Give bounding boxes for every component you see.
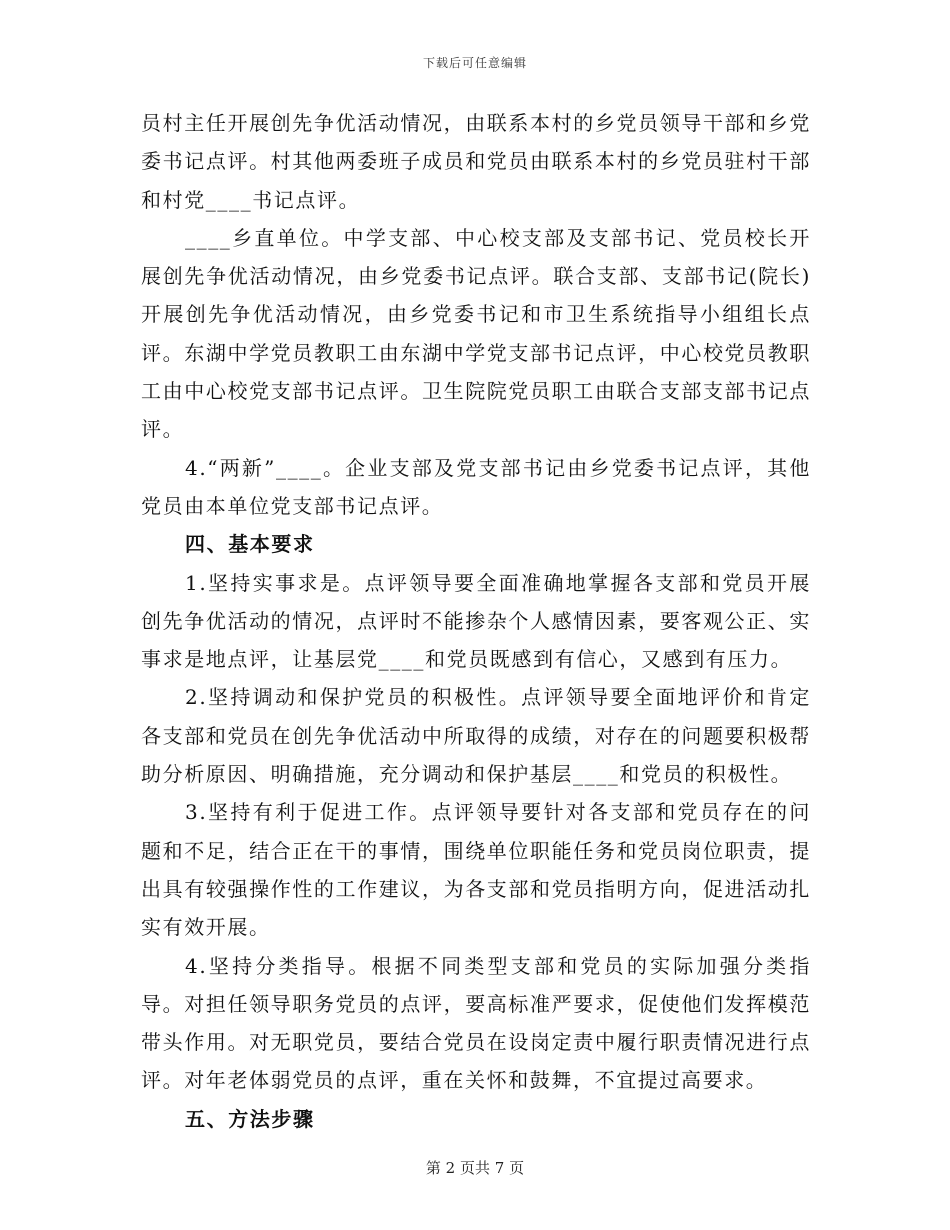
paragraph-requirement-2: 2.坚持调动和保护党员的积极性。点评领导要全面地评价和肯定各支部和党员在创先争优活动中所取得的成绩，对存在的问题要积极帮助分析原因、明确措施，充分调动和保护基层____和党员的积极性。	[141, 685, 811, 787]
section-heading-methods-steps: 五、方法步骤	[185, 1106, 315, 1131]
section-heading-basic-requirements: 四、基本要求	[185, 532, 315, 557]
page-footer: 第 2 页共 7 页	[425, 1159, 525, 1177]
page-header: 下载后可任意编辑	[422, 56, 527, 70]
paragraph-village-committee: 员村主任开展创先争优活动情况，由联系本村的乡党员领导干部和乡党委书记点评。村其他两委班子成员和党员由联系本村的乡党员驻村干部和村党____书记点评。	[141, 111, 811, 212]
paragraph-township-units: ____乡直单位。中学支部、中心校支部及支部书记、党员校长开展创先争优活动情况，由乡党委书记点评。联合支部、支部书记(院长)开展创先争优活动情况，由乡党委书记和市卫生系统指导小组组长点评。东湖中学党员教职工由东湖中学党支部书记点评，中心校党员教职工由中心校党支部书记点评。卫生院院党员职工由联合支部支部书记点评。	[141, 225, 811, 442]
paragraph-two-new-orgs: 4.“两新”____。企业支部及党支部书记由乡党委书记点评，其他党员由本单位党支部书记点评。	[141, 455, 811, 518]
paragraph-requirement-4: 4.坚持分类指导。根据不同类型支部和党员的实际加强分类指导。对担任领导职务党员的点评，要高标准严要求，促使他们发挥模范带头作用。对无职党员，要结合党员在设岗定责中履行职责情况进行点评。对年老体弱党员的点评，重在关怀和鼓舞，不宜提过高要求。	[141, 953, 811, 1093]
document-body	[141, 104, 811, 1138]
paragraph-requirement-1: 1.坚持实事求是。点评领导要全面准确地掌握各支部和党员开展创先争优活动的情况，点评时不能掺杂个人感情因素，要客观公正、实事求是地点评，让基层党____和党员既感到有信心，又感到有压力。	[141, 570, 811, 672]
paragraph-requirement-3: 3.坚持有利于促进工作。点评领导要针对各支部和党员存在的问题和不足，结合正在干的事情，围绕单位职能任务和党员岗位职责，提出具有较强操作性的工作建议，为各支部和党员指明方向，促进活动扎实有效开展。	[141, 800, 811, 940]
